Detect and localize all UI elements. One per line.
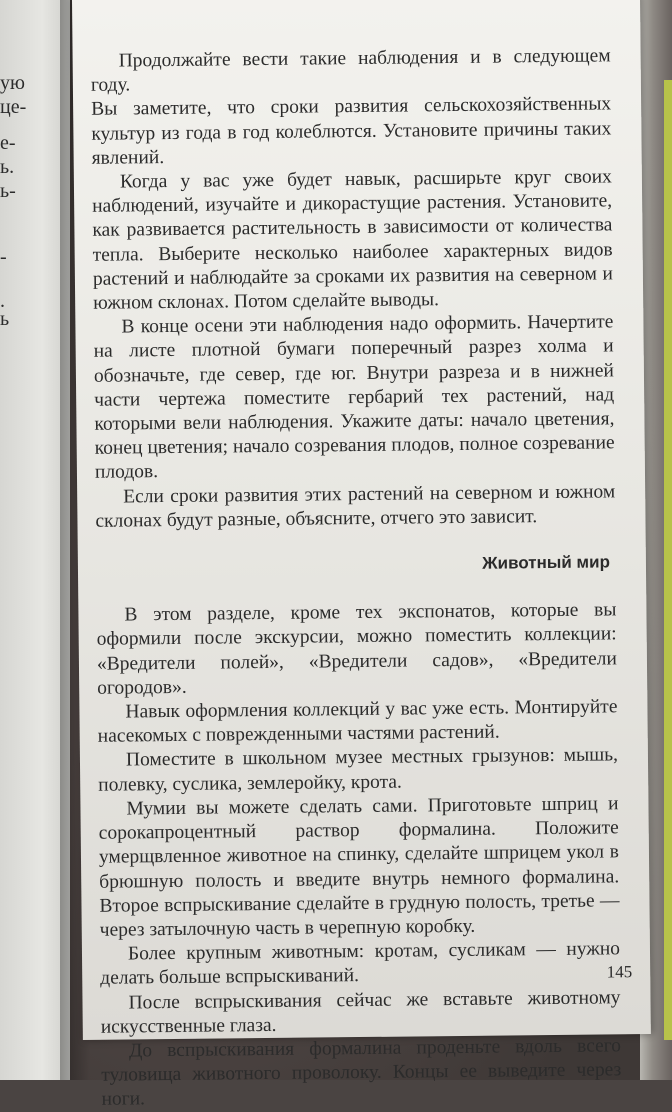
paragraph: В этом разделе, кроме тех экспонатов, которые вы оформили после экскурсии, можно поместить коллекции: «Вредители полей», «Вредители садов», «Вредители огородов».	[96, 599, 618, 699]
left-fragment: ь	[0, 308, 10, 330]
page-text	[91, 44, 622, 1112]
section-plants	[91, 44, 616, 533]
paragraph: Поместите в школьном музее местных грызунов: мышь, полевку, суслика, землеройку, крота.	[98, 744, 619, 796]
paragraph: Продолжайте вести такие наблюдения и в следующем году.	[90, 45, 611, 97]
paragraph: До вспрыскивания формалина проденьте вдоль всего туловища животного проволоку. Концы ее выведите через ноги.	[101, 1035, 622, 1111]
left-fragment: це-	[0, 96, 27, 118]
left-fragment: е-	[0, 132, 16, 154]
paragraph: Вы заметите, что сроки развития сельскохозяйственных культур из года в год колеблются. Установите причины таких явлений.	[91, 93, 612, 169]
page-number: 145	[606, 962, 633, 982]
paragraph: Когда у вас уже будет навык, расширьте круг своих наблюдений, изучайте и дикорастущие растения. Установите, как развивается растительность в зависимости от количества тепла. Выберите несколько наиболее характерных видов растений и наблюдайте за сроками их развития на северном и южном склонах. Потом сделайте выводы.	[92, 166, 614, 314]
left-fragment: ую	[0, 72, 25, 94]
left-fragment: ь-	[0, 180, 16, 202]
left-fragment: .	[0, 290, 5, 312]
paragraph: Навык оформления коллекций у вас уже есть. Монтируйте насекомых с поврежденными частями растений.	[97, 696, 618, 748]
paragraph: После вспрыскивания сейчас же вставьте животному искусственные глаза.	[100, 986, 621, 1038]
paragraph: Если сроки развития этих растений на северном и южном склонах будут разные, объясните, отчего это зависит.	[95, 480, 616, 532]
paragraph: В конце осени эти наблюдения надо оформить. Начертите на листе плотной бумаги поперечный разрез холма и обозначьте, где север, где юг. Внутри разреза и в нижней части чертежа поместите гербарий тех растений, над которыми вели наблюдения. Укажите даты: начало цветения, конец цветения; начало созревания плодов, полное созревание плодов.	[93, 311, 615, 484]
left-fragment: ь.	[0, 156, 15, 178]
section-heading: Животный мир	[482, 552, 611, 573]
paragraph: Более крупным животным: кротам, сусликам — нужно делать больше вспрыскиваний.	[100, 938, 621, 990]
book-page	[72, 0, 651, 1111]
left-fragment: -	[0, 246, 7, 268]
paragraph: Мумии вы можете сделать сами. Приготовьте шприц и сорокапроцентный раствор формалина. Положите умерщвленное животное на спинку, сделайте шприцем укол в брюшную полость и введите внутрь немного формалина. Второе вспрыскивание сделайте в грудную полость, третье — через затылочную часть в черепную коробку.	[98, 793, 620, 941]
section-animals	[96, 599, 621, 1112]
